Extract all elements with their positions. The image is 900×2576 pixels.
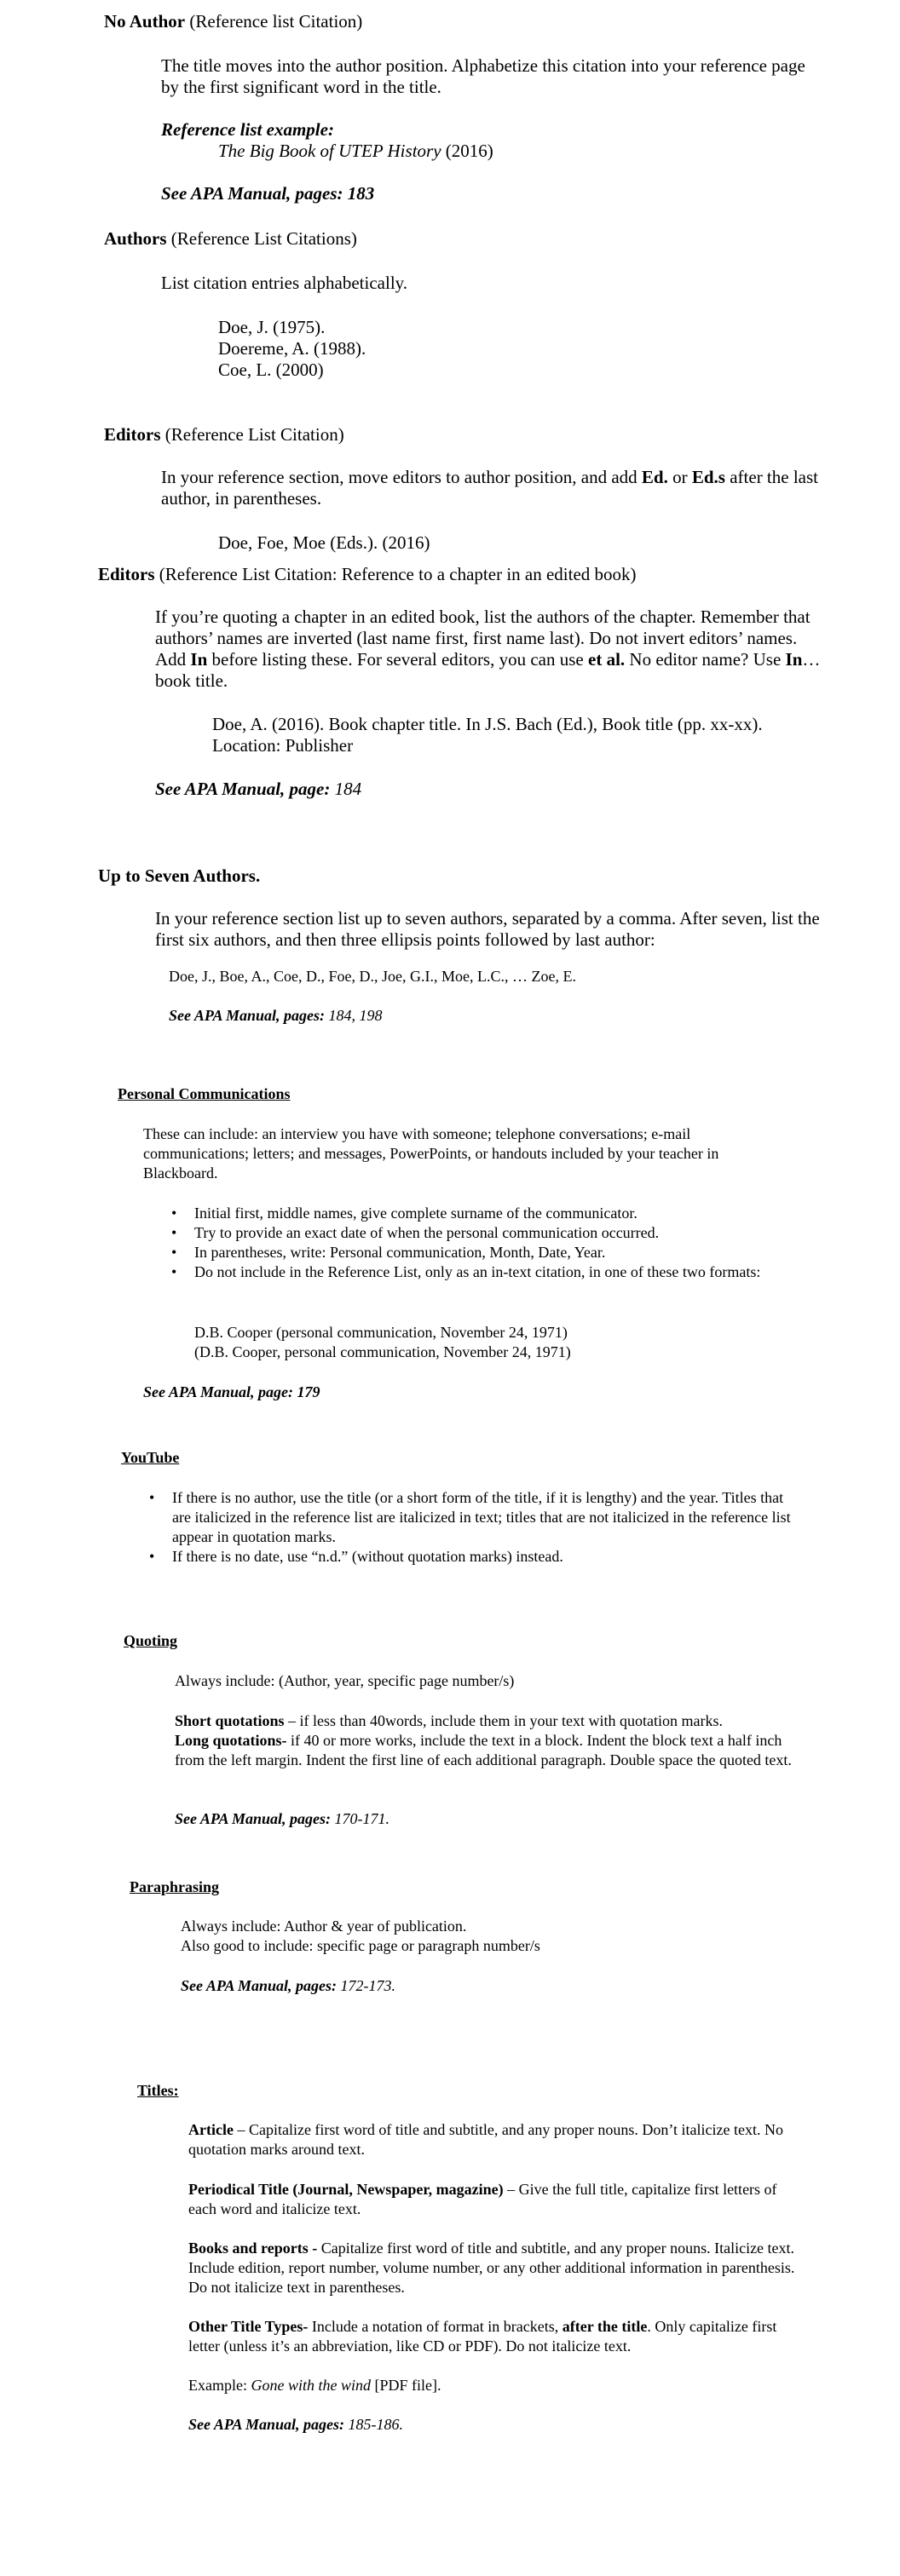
personal-heading: Personal Communications: [118, 1085, 291, 1102]
no-author-example: [218, 141, 493, 162]
editors-chapter-text-1: If you’re quoting a chapter in an edited book, list the authors of the chapter. Remember that authors’ names are inverted (last name first, first name last). Do not invert editors’ names. Add: [155, 607, 811, 670]
personal-bullet-4: • Do not include in the Reference List, only as an in-text citation, in one of these two formats:: [194, 1262, 774, 1282]
no-author-heading: [104, 11, 362, 32]
editors-text-1: In your reference section, move editors to author position, and add: [161, 467, 642, 487]
no-author-example-title: The Big Book of UTEP History: [218, 141, 441, 161]
editors-or: or: [667, 467, 692, 487]
quoting-heading: Quoting: [124, 1632, 178, 1649]
editors-chapter-see-manual: [155, 779, 361, 800]
quoting-short-text: – if less than 40words, include them in your text with quotation marks.: [284, 1712, 723, 1729]
editors-chapter-in-2: In: [785, 649, 803, 670]
titles-books-text: Capitalize first word of title and subtitle, and any proper nouns. Italicize text. Include edition, report number, volume number, or any other additional information in parenthesis. Do not italicize text in parentheses.: [188, 2240, 795, 2296]
editors-heading: [104, 424, 344, 446]
no-author-text: The title moves into the author position. Alphabetize this citation into your reference page by the first significant word in the title.: [161, 55, 805, 97]
youtube-bullet-1: • If there is no author, use the title (or a short form of the title, if it is lengthy) and the year. Titles that are italicized in the reference list are italicized in text; titles that are not italicized in the reference list appear in quotation marks.: [172, 1488, 799, 1547]
personal-format-1: D.B. Cooper (personal communication, November 24, 1971): [194, 1324, 568, 1341]
titles-periodical-text: – Give the full title, capitalize first letters of each word and italicize text.: [188, 2181, 777, 2217]
paraphrasing-line-1: Always include: Author & year of publication.: [181, 1918, 467, 1935]
titles-see-manual: [188, 2415, 403, 2435]
seven-authors-see-label: See APA Manual, pages:: [169, 1007, 329, 1024]
personal-bullet-list: [194, 1204, 774, 1282]
authors-entry-3: Coe, L. (2000): [218, 359, 324, 380]
titles-example: [188, 2376, 441, 2395]
youtube-heading: YouTube: [121, 1449, 180, 1466]
editors-ed: Ed.: [641, 467, 668, 487]
paraphrasing-see-manual: [181, 1976, 395, 1996]
editors-chapter-example-1: Doe, A. (2016). Book chapter title. In J.S. Bach (Ed.), Book title (pp. xx-xx).: [212, 714, 763, 734]
authors-heading: [104, 228, 357, 250]
editors-chapter-see-pages: 184: [334, 779, 362, 799]
titles-see-label: See APA Manual, pages:: [188, 2416, 349, 2433]
authors-heading-suffix: (Reference List Citations): [166, 228, 357, 249]
editors-chapter-heading-bold: Editors: [98, 564, 155, 584]
titles-after-title: after the title: [562, 2318, 648, 2335]
editors-chapter-text: [155, 607, 828, 692]
titles-books-label: Books and reports -: [188, 2240, 318, 2257]
editors-chapter-heading-suffix: (Reference List Citation: Reference to a chapter in an edited book): [154, 564, 637, 584]
no-author-example-label: Reference list example:: [161, 119, 334, 140]
editors-text: [161, 467, 834, 509]
titles-heading: Titles:: [137, 2082, 179, 2099]
quoting-see-manual: [175, 1809, 389, 1829]
editors-chapter-see-label: See APA Manual, page:: [155, 779, 335, 799]
quoting-long: [175, 1731, 801, 1770]
quoting-short-label: Short quotations: [175, 1712, 285, 1729]
editors-example: Doe, Foe, Moe (Eds.). (2016): [218, 532, 430, 553]
personal-bullet-3: • In parentheses, write: Personal communication, Month, Date, Year.: [194, 1243, 774, 1262]
titles-see-pages: 185-186.: [348, 2416, 404, 2433]
authors-entry-1: Doe, J. (1975).: [218, 317, 326, 337]
paraphrasing-heading: Paraphrasing: [130, 1878, 220, 1895]
quoting-see-pages: 170-171.: [334, 1810, 390, 1827]
quoting-short: [175, 1711, 801, 1731]
editors-chapter-text-3: No editor name? Use: [625, 649, 786, 670]
authors-entry-2: Doereme, A. (1988).: [218, 338, 366, 359]
editors-chapter-example-2: Location: Publisher: [212, 735, 354, 756]
quoting-long-label: Long quotations-: [175, 1732, 287, 1749]
no-author-heading-bold: No Author: [104, 11, 186, 32]
editors-chapter-text-2: before listing these. For several editors, you can use: [207, 649, 588, 670]
editors-heading-suffix: (Reference List Citation): [160, 424, 344, 445]
no-author-example-year: (2016): [441, 141, 493, 161]
authors-heading-bold: Authors: [104, 228, 167, 249]
personal-text: These can include: an interview you have with someone; telephone conversations; e-mail communications; letters; and messages, PowerPoints, or handouts included by your teacher in Blackboard.: [143, 1125, 719, 1182]
no-author-heading-suffix: (Reference list Citation): [185, 11, 363, 32]
no-author-see-manual: See APA Manual, pages: 183: [161, 183, 375, 204]
personal-see-manual: See APA Manual, page: 179: [143, 1383, 320, 1400]
titles-article: [188, 2120, 798, 2159]
titles-other-text-1: Include a notation of format in brackets,: [308, 2318, 562, 2335]
personal-bullet-1: • Initial first, middle names, give complete surname of the communicator.: [194, 1204, 774, 1223]
editors-chapter-in-1: In: [190, 649, 208, 670]
titles-example-label: Example:: [188, 2377, 251, 2394]
titles-article-label: Article: [188, 2121, 234, 2138]
seven-authors-text: In your reference section list up to seven authors, separated by a comma. After seven, list the first six authors, and then three ellipsis points followed by last author:: [155, 908, 820, 950]
editors-chapter-heading: [98, 564, 637, 585]
seven-authors-see-manual: [169, 1006, 383, 1026]
editors-heading-bold: Editors: [104, 424, 161, 445]
editors-chapter-text-4: … book title.: [155, 649, 821, 691]
titles-example-format: [PDF file].: [370, 2377, 441, 2394]
personal-format-2: (D.B. Cooper, personal communication, November 24, 1971): [194, 1343, 571, 1360]
quoting-see-label: See APA Manual, pages:: [175, 1810, 335, 1827]
titles-article-text: – Capitalize first word of title and subtitle, and any proper nouns. Don’t italicize text. No quotation marks around text.: [188, 2121, 783, 2158]
editors-chapter-et-al: et al.: [588, 649, 626, 670]
titles-books: [188, 2239, 798, 2297]
editors-text-2: after the last author, in parentheses.: [161, 467, 818, 509]
titles-other-text-2: . Only capitalize first letter (unless it’s an abbreviation, like CD or PDF). Do not italicize text.: [188, 2318, 777, 2355]
paraphrasing-see-label: See APA Manual, pages:: [181, 1977, 341, 1994]
seven-authors-heading: Up to Seven Authors.: [98, 865, 261, 886]
quoting-long-text: if 40 or more works, include the text in a block. Indent the block text a half inch from the left margin. Indent the first line of each additional paragraph. Double space the quoted text.: [175, 1732, 792, 1768]
youtube-bullet-2: • If there is no date, use “n.d.” (without quotation marks) instead.: [172, 1547, 799, 1567]
titles-periodical-label: Periodical Title (Journal, Newspaper, magazine): [188, 2181, 504, 2198]
paraphrasing-line-2: Also good to include: specific page or paragraph number/s: [181, 1937, 540, 1954]
seven-authors-see-pages: 184, 198: [328, 1007, 383, 1024]
titles-periodical: [188, 2180, 798, 2219]
personal-bullet-2: • Try to provide an exact date of when the personal communication occurred.: [194, 1223, 774, 1243]
paraphrasing-see-pages: 172-173.: [340, 1977, 396, 1994]
titles-other-label: Other Title Types-: [188, 2318, 309, 2335]
titles-other: [188, 2317, 798, 2356]
quoting-always: Always include: (Author, year, specific page number/s): [175, 1672, 515, 1689]
titles-example-title: Gone with the wind: [251, 2377, 371, 2394]
editors-eds: Ed.s: [691, 467, 725, 487]
youtube-bullet-list: [172, 1488, 799, 1567]
seven-authors-example: Doe, J., Boe, A., Coe, D., Foe, D., Joe, G.I., Moe, L.C., … Zoe, E.: [169, 968, 576, 985]
authors-text: List citation entries alphabetically.: [161, 273, 408, 293]
